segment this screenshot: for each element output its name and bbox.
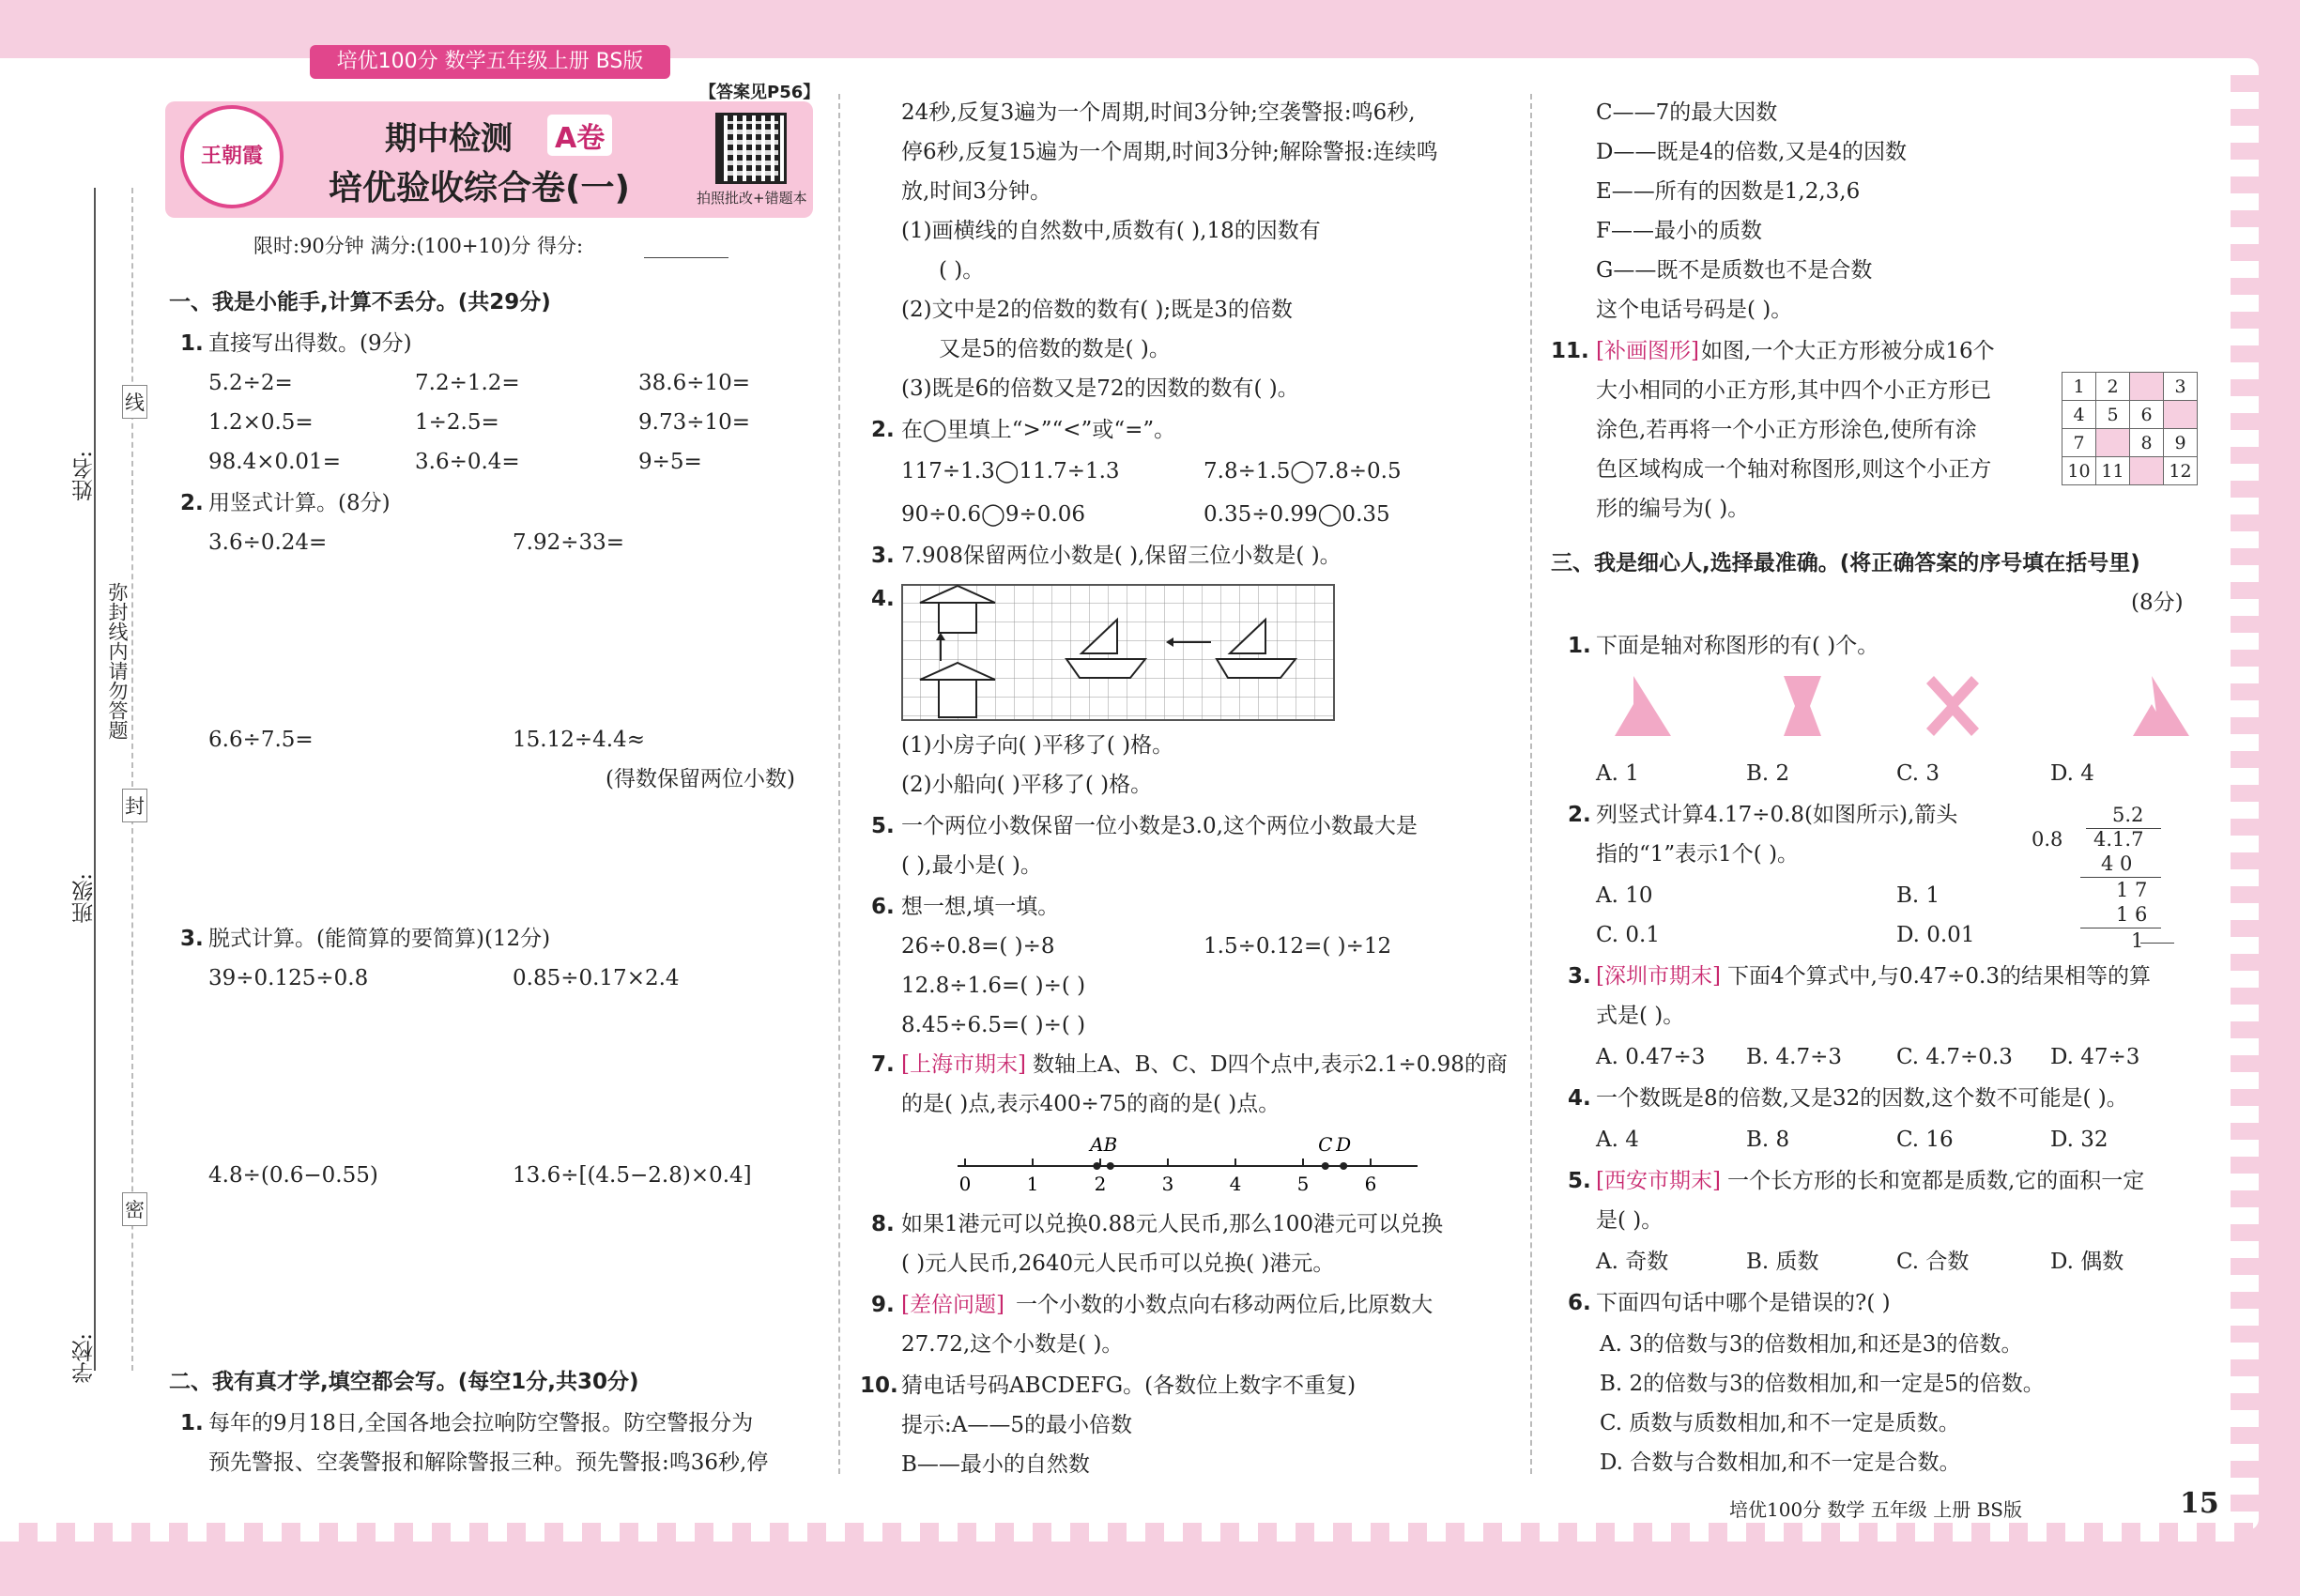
qnum-5: 5.	[1568, 1169, 1591, 1193]
rounding-question: 7.908保留两位小数是( ),保留三位小数是( )。	[901, 544, 1342, 568]
subq: (1)小房子向( )平移了( )格。	[901, 733, 1174, 758]
division-bar	[2086, 828, 2161, 829]
grid-cell: 12	[2164, 457, 2198, 485]
option[interactable]: B. 8	[1746, 1128, 1790, 1152]
section2-title: 二、我有真才学,填空都会写。(每空1分,共30分)	[169, 1370, 639, 1394]
number-line-point	[1340, 1162, 1347, 1170]
alarm-text: 24秒,反复3遍为一个周期,时间3分钟;空袭警报:鸣6秒,	[901, 100, 1416, 125]
q8-text: 如果1港元可以兑换0.88元人民币,那么100港元可以兑换	[901, 1212, 1444, 1236]
hourglass-icon	[1784, 676, 1821, 736]
number-line-point	[1322, 1162, 1329, 1170]
number-line-tick-label: 2	[1094, 1173, 1107, 1195]
brand-logo: 王朝霞	[180, 105, 284, 208]
exam-badge: A卷	[547, 115, 612, 156]
seal-mark: 封	[122, 789, 147, 822]
q11-text: 形的编号为( )。	[1596, 497, 1750, 521]
c5-text: 是( )。	[1596, 1208, 1664, 1233]
fill-item: 12.8÷1.6=( )÷( )	[901, 974, 1086, 998]
option[interactable]: A. 4	[1596, 1128, 1639, 1152]
symbol-figures	[1596, 668, 2197, 753]
calc-item: 1÷2.5=	[415, 410, 499, 435]
option[interactable]: B. 4.7÷3	[1746, 1045, 1843, 1069]
column-divider-2	[1530, 94, 1532, 1474]
division-rule	[2080, 877, 2161, 878]
grid-cell: 10	[2062, 457, 2096, 485]
q7-text: 的是( )点,表示400÷75的商的是( )点。	[901, 1092, 1280, 1116]
name-label: 姓名:	[72, 451, 97, 501]
division-step: 1 6	[2116, 903, 2148, 926]
division-quotient: 5.2	[2112, 804, 2144, 826]
fill-item: 26÷0.8=( )÷8	[901, 934, 1055, 959]
qnum-3: 3.	[180, 927, 204, 951]
number-line-tick-label: 3	[1161, 1173, 1174, 1195]
qnum-2: 2.	[180, 491, 204, 515]
number-line-tick-label: 5	[1296, 1173, 1310, 1195]
q6-title: 想一想,填一填。	[901, 895, 1060, 919]
phone-hint: D——既是4的倍数,又是4的因数	[1596, 140, 1908, 164]
alarm-text: 停6秒,反复15遍为一个周期,时间3分钟;解除警报:连续鸣	[901, 140, 1438, 164]
c6-text: 下面四句话中哪个是错误的?( )	[1596, 1291, 1891, 1315]
c2-text: 列竖式计算4.17÷0.8(如图所示),箭头	[1596, 803, 1958, 827]
source-tag: [差倍问题]	[901, 1293, 1004, 1317]
binding-line	[94, 188, 96, 1371]
expr-item: 4.8÷(0.6−0.55)	[208, 1163, 378, 1188]
option[interactable]: D. 32	[2050, 1128, 2108, 1152]
grid-cell-shaded	[2130, 457, 2164, 485]
calc-item: 7.2÷1.2=	[415, 371, 520, 395]
c2-text: 指的“1”表示1个( )。	[1596, 842, 1800, 867]
q5-text: 一个两位小数保留一位小数是3.0,这个两位小数最大是	[901, 814, 1418, 838]
calc-item: 1.2×0.5=	[208, 410, 314, 435]
square-grid	[2062, 372, 2198, 485]
section3-score: (8分)	[2131, 591, 2184, 615]
compare-title: 在◯里填上“>”“<”或“=”。	[901, 418, 1176, 442]
qr-caption: 拍照批改+错题本	[697, 190, 807, 207]
q3-title: 脱式计算。(能简算的要简算)(12分)	[208, 927, 551, 951]
option[interactable]: D. 0.01	[1896, 923, 1975, 947]
vertical-calc-item: 15.12÷4.4≈	[513, 728, 645, 752]
qnum-1: 1.	[1568, 634, 1591, 658]
source-tag: [深圳市期末]	[1596, 964, 1721, 989]
fill-item: 8.45÷6.5=( )÷( )	[901, 1013, 1086, 1037]
grid-cell: 7	[2062, 429, 2096, 457]
q7-text: 数轴上A、B、C、D四个点中,表示2.1÷0.98的商	[1033, 1052, 1508, 1077]
dense-mark: 密	[122, 1192, 147, 1226]
q9-text: 一个小数的小数点向右移动两位后,比原数大	[1016, 1293, 1434, 1317]
division-dividend: 4.1.7	[2093, 828, 2144, 851]
option[interactable]: C. 0.1	[1596, 923, 1660, 947]
compare-item: 117÷1.3◯11.7÷1.3	[901, 459, 1120, 483]
option[interactable]: C. 16	[1896, 1128, 1954, 1152]
option[interactable]: A. 1	[1596, 761, 1639, 786]
option[interactable]: C. 4.7÷0.3	[1896, 1045, 2013, 1069]
line-mark: 线	[122, 385, 147, 419]
c3-text: 式是( )。	[1596, 1004, 1685, 1028]
qnum-9: 9.	[871, 1293, 895, 1317]
subq: (1)画横线的自然数中,质数有( ),18的因数有	[901, 219, 1321, 243]
grid-cell-shaded	[2164, 401, 2198, 429]
option[interactable]: B. 2	[1746, 761, 1790, 786]
q10-text: 猜电话号码ABCDEFG。(各数位上数字不重复)	[901, 1373, 1357, 1398]
qnum-4: 4.	[1568, 1086, 1591, 1111]
phone-hint: F——最小的质数	[1596, 219, 1762, 243]
number-line	[948, 1127, 1427, 1202]
q5-text: ( ),最小是( )。	[901, 853, 1042, 878]
subq: ( )。	[939, 258, 985, 283]
expr-item: 13.6÷[(4.5−2.8)×0.4]	[513, 1163, 752, 1188]
score-blank[interactable]	[644, 257, 728, 258]
qnum-4: 4.	[871, 587, 895, 611]
calc-item: 9÷5=	[638, 450, 702, 474]
qnum-7: 7.	[871, 1052, 895, 1077]
page-edge-right	[2231, 58, 2259, 1530]
subq: (3)既是6的倍数又是72的因数的数有( )。	[901, 376, 1299, 401]
phone-hint: E——所有的因数是1,2,3,6	[1596, 179, 1861, 204]
phone-hint: G——既不是质数也不是合数	[1596, 258, 1873, 283]
calc-item: 5.2÷2=	[208, 371, 293, 395]
option[interactable]: A. 0.47÷3	[1596, 1045, 1706, 1069]
grid-cell: 6	[2130, 401, 2164, 429]
qnum-3: 3.	[1568, 964, 1591, 989]
grid-cell: 11	[2096, 457, 2130, 485]
qnum-1: 1.	[180, 331, 204, 356]
subq: 又是5的倍数的数是( )。	[939, 337, 1171, 361]
option[interactable]: D. 47÷3	[2050, 1045, 2140, 1069]
answer-ref: 【答案见P56】	[699, 83, 820, 102]
compare-item: 7.8÷1.5◯7.8÷0.5	[1204, 459, 1402, 483]
qnum-6: 6.	[871, 895, 895, 919]
q10-hint: B——最小的自然数	[901, 1452, 1090, 1477]
subq: (2)小船向( )平移了( )格。	[901, 773, 1153, 797]
c1-text: 下面是轴对称图形的有( )个。	[1596, 634, 1879, 658]
division-step: 1 7	[2116, 879, 2148, 901]
fill-item: 1.5÷0.12=( )÷12	[1204, 934, 1392, 959]
option[interactable]: D. 合数与合数相加,和不一定是合数。	[1600, 1450, 1961, 1475]
vertical-calc-item: 6.6÷7.5=	[208, 728, 314, 752]
number-line-tick-label: 1	[1026, 1173, 1039, 1195]
phone-hint: C——7的最大因数	[1596, 100, 1778, 125]
number-line-point-label: B	[1103, 1133, 1118, 1156]
footer-info: 培优100分 数学 五年级 上册 BS版	[1729, 1498, 2023, 1521]
calc-item: 3.6÷0.4=	[415, 450, 520, 474]
qnum-2: 2.	[871, 418, 895, 442]
grid-cell: 8	[2130, 429, 2164, 457]
qnum-2: 2.	[1568, 803, 1591, 827]
qnum-11: 11.	[1551, 339, 1589, 363]
compare-item: 90÷0.6◯9÷0.06	[901, 502, 1085, 527]
calc-item: 38.6÷10=	[638, 371, 751, 395]
option[interactable]: A. 奇数	[1596, 1250, 1669, 1274]
grid-cell: 9	[2164, 429, 2198, 457]
qnum-1: 1.	[180, 1411, 204, 1435]
binding-warning: 弥封线内请勿答题	[106, 582, 129, 740]
source-tag: [上海市期末]	[901, 1052, 1026, 1077]
exam-subtitle: 培优验收综合卷(一)	[329, 169, 630, 207]
page-number: 15	[2180, 1487, 2219, 1520]
qnum-10: 10.	[860, 1373, 898, 1398]
number-line-point-label: A	[1090, 1133, 1104, 1156]
compare-item: 0.35÷0.99◯0.35	[1204, 502, 1390, 527]
expr-item: 39÷0.125÷0.8	[208, 966, 369, 990]
c3-text: 下面4个算式中,与0.47÷0.3的结果相等的算	[1727, 964, 2152, 989]
vertical-calc-item: 3.6÷0.24=	[208, 530, 328, 555]
q10-hint: 提示:A——5的最小倍数	[901, 1413, 1132, 1437]
option[interactable]: C. 合数	[1896, 1250, 1970, 1274]
q8-text: ( )元人民币,2640元人民币可以兑换( )港元。	[901, 1251, 1335, 1276]
option[interactable]: C. 质数与质数相加,和不一定是质数。	[1600, 1411, 1960, 1435]
option[interactable]: A. 3的倍数与3的倍数相加,和还是3的倍数。	[1600, 1332, 2023, 1357]
number-line-tick-label: 4	[1229, 1173, 1242, 1195]
grid-cell-shaded	[2130, 373, 2164, 401]
number-line-point-label: D	[1336, 1133, 1352, 1156]
c4-text: 一个数既是8的倍数,又是32的因数,这个数不可能是( )。	[1596, 1086, 2128, 1111]
alarm-text: 放,时间3分钟。	[901, 179, 1051, 204]
division-step: 4 0	[2101, 852, 2133, 875]
calc-item: 9.73÷10=	[638, 410, 751, 435]
expr-item: 0.85÷0.17×2.4	[513, 966, 680, 990]
option[interactable]: D. 偶数	[2050, 1250, 2124, 1274]
division-arrow	[2140, 943, 2174, 944]
recycle-icon	[2114, 676, 2189, 736]
calc-item: 98.4×0.01=	[208, 450, 341, 474]
q11-text: 大小相同的小正方形,其中四个小正方形已	[1596, 378, 1992, 403]
alarm-text: 预先警报、空袭警报和解除警报三种。预先警报:鸣36秒,停	[208, 1450, 769, 1475]
alarm-text: 每年的9月18日,全国各地会拉响防空警报。防空警报分为	[208, 1411, 754, 1435]
book-tab: 培优100分 数学五年级上册 BS版	[310, 45, 670, 79]
division-step: 1	[2131, 929, 2144, 952]
grid-cell: 3	[2164, 373, 2198, 401]
source-tag: [西安市期末]	[1596, 1169, 1721, 1193]
q2-title: 用竖式计算。(8分)	[208, 491, 391, 515]
number-line-point	[1107, 1162, 1114, 1170]
grid-cell-shaded	[2096, 429, 2130, 457]
source-tag: [补画图形]	[1596, 339, 1699, 363]
exam-meta: 限时:90分钟 满分:(100+10)分 得分:	[253, 235, 584, 257]
grid-cell: 5	[2096, 401, 2130, 429]
q9-text: 27.72,这个小数是( )。	[901, 1332, 1124, 1357]
number-line-tick-label: 0	[958, 1173, 972, 1195]
grid-cell: 4	[2062, 401, 2096, 429]
option[interactable]: B. 质数	[1746, 1250, 1819, 1274]
school-label: 学校:	[72, 1333, 97, 1384]
option[interactable]: C. 3	[1896, 761, 1940, 786]
vertical-calc-item: 7.92÷33=	[513, 530, 625, 555]
qnum-5: 5.	[871, 814, 895, 838]
grid-cell: 1	[2062, 373, 2096, 401]
number-line-point	[1093, 1162, 1100, 1170]
q11-text: 色区域构成一个轴对称图形,则这个小正方	[1596, 457, 1992, 482]
qnum-6: 6.	[1568, 1291, 1591, 1315]
translation-grid	[901, 584, 1335, 721]
q11-text: 涂色,若再将一个小正方形涂色,使所有涂	[1596, 418, 1977, 442]
phone-answer: 这个电话号码是( )。	[1596, 298, 1793, 322]
page-edge-bottom	[0, 1523, 2253, 1542]
grid-cell: 2	[2096, 373, 2130, 401]
option[interactable]: B. 1	[1896, 883, 1940, 908]
q11-text: 如图,一个大正方形被分成16个	[1701, 339, 1995, 363]
recycle-icon	[1596, 676, 1671, 736]
column-divider-1	[838, 94, 840, 1474]
q1-title: 直接写出得数。(9分)	[208, 331, 412, 356]
option[interactable]: B. 2的倍数与3的倍数相加,和一定是5的倍数。	[1600, 1372, 2045, 1396]
cross-icon	[1926, 676, 1979, 736]
class-label: 班级:	[72, 873, 97, 924]
number-line-point-label: C	[1318, 1133, 1333, 1156]
section1-title: 一、我是小能手,计算不丢分。(共29分)	[169, 290, 551, 315]
exam-title: 期中检测	[385, 120, 513, 158]
qnum-8: 8.	[871, 1212, 895, 1236]
division-divisor: 0.8	[2032, 828, 2063, 851]
c5-text: 一个长方形的长和宽都是质数,它的面积一定	[1727, 1169, 2145, 1193]
option[interactable]: A. 10	[1596, 883, 1653, 908]
subq: (2)文中是2的倍数的数有( );既是3的倍数	[901, 298, 1293, 322]
number-line-tick-label: 6	[1364, 1173, 1377, 1195]
qnum-3: 3.	[871, 544, 895, 568]
rounding-note: (得数保留两位小数)	[606, 767, 795, 791]
qr-code[interactable]	[715, 113, 787, 184]
option[interactable]: D. 4	[2050, 761, 2094, 786]
section3-title: 三、我是细心人,选择最准确。(将正确答案的序号填在括号里)	[1551, 551, 2140, 575]
